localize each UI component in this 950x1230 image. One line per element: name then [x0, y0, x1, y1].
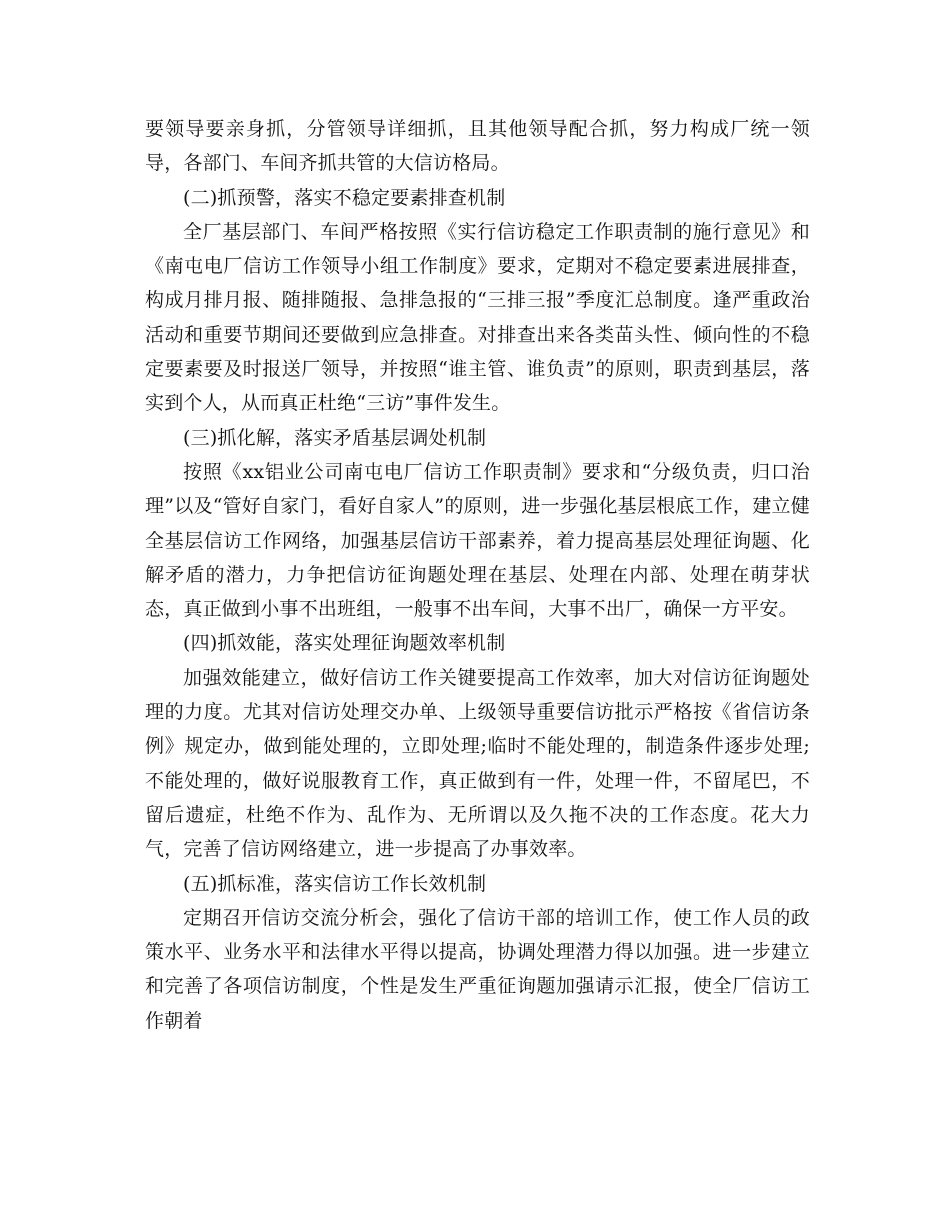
paragraph-section-5: 定期召开信访交流分析会，强化了信访干部的培训工作，使工作人员的政策水平、业务水平和法律水平得以提高，协调处理潜力得以加强。进一步建立和完善了各项信访制度，个性是发生严重征询题加强请示汇报，使全厂信访工作朝着 [145, 906, 810, 1032]
document-body [145, 112, 810, 1038]
paragraph-section-4: 加强效能建立，做好信访工作关键要提高工作效率，加大对信访征询题处理的力度。尤其对信访处理交办单、上级领导重要信访批示严格按《省信访条例》规定办，做到能处理的，立即处理;临时不能处理的，制造条件逐步处理;不能处理的，做好说服教育工作，真正做到有一件，处理一件，不留尾巴，不留后遗症，杜绝不作为、乱作为、无所谓以及久拖不决的工作态度。花大力气，完善了信访网络建立，进一步提高了办事效率。 [145, 666, 810, 861]
heading-section-3: (三)抓化解，落实矛盾基层调处机制 [183, 426, 487, 449]
paragraph-section-2: 全厂基层部门、车间严格按照《实行信访稳定工作职责制的施行意见》和《南屯电厂信访工作领导小组工作制度》要求，定期对不稳定要素进展排查，构成月排月报、随排随报、急排急报的“三排三报”季度汇总制度。逢严重政治活动和重要节期间还要做到应急排查。对排查出来各类苗头性、倾向性的不稳定要素要及时报送厂领导，并按照“谁主管、谁负责”的原则，职责到基层，落实到个人，从而真正杜绝“三访”事件发生。 [145, 220, 810, 415]
paragraph-section-3: 按照《xx铝业公司南屯电厂信访工作职责制》要求和“分级负责，归口治理”以及“管好自家门，看好自家人”的原则，进一步强化基层根底工作，建立健全基层信访工作网络，加强基层信访干部素养，着力提高基层处理征询题、化解矛盾的潜力，力争把信访征询题处理在基层、处理在内部、处理在萌芽状态，真正做到小事不出班组，一般事不出车间，大事不出厂，确保一方平安。 [145, 460, 810, 621]
heading-section-4: (四)抓效能，落实处理征询题效率机制 [183, 632, 506, 655]
heading-section-5: (五)抓标准，落实信访工作长效机制 [183, 872, 487, 895]
heading-section-2: (二)抓预警，落实不稳定要素排查机制 [183, 186, 506, 209]
paragraph-1: 要领导要亲身抓，分管领导详细抓，且其他领导配合抓，努力构成厂统一领导，各部门、车间齐抓共管的大信访格局。 [145, 118, 810, 175]
